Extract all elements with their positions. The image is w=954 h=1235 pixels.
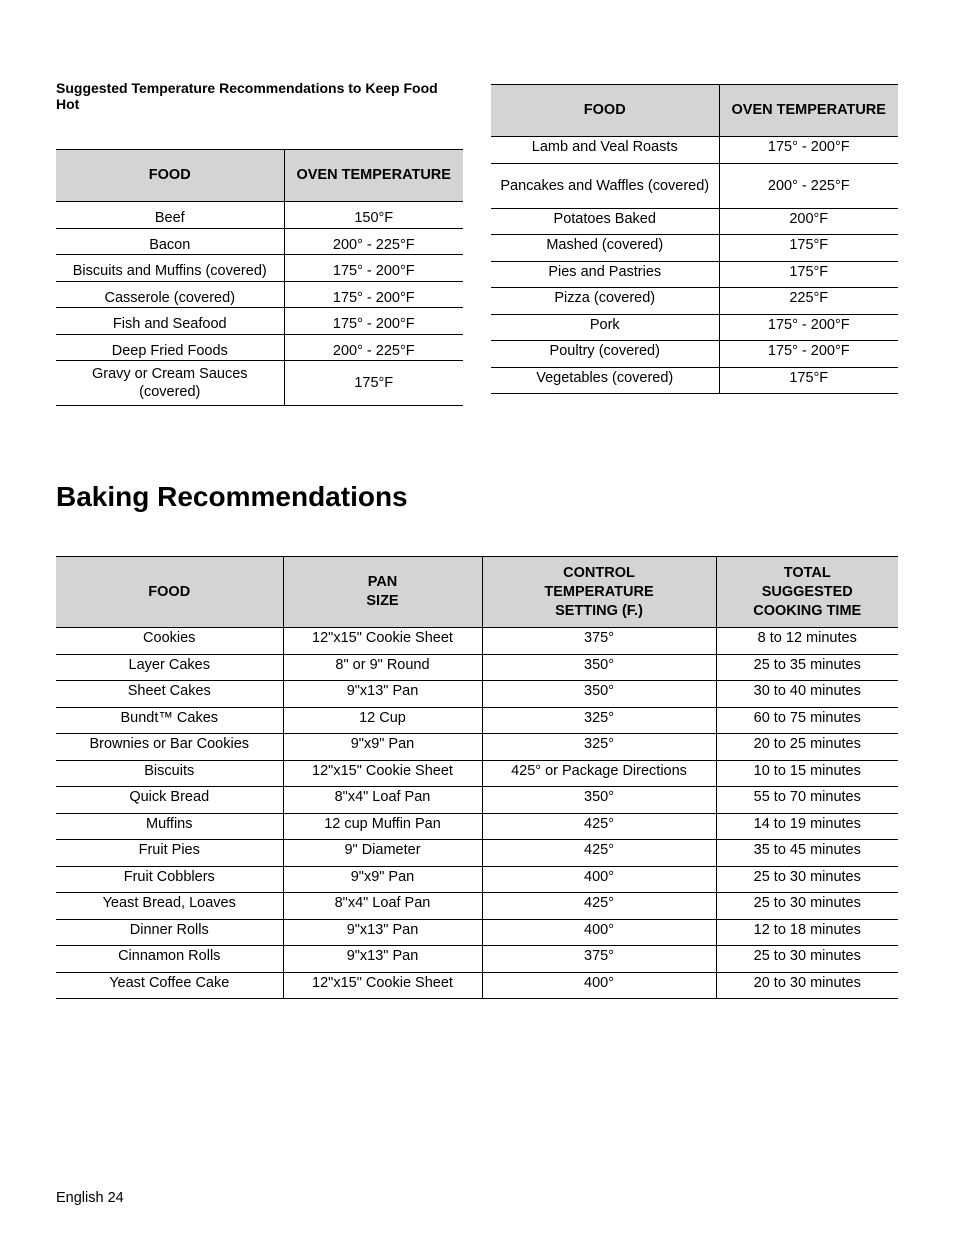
table-cell: Casserole (covered) [56, 281, 284, 308]
table-cell: Cinnamon Rolls [56, 946, 283, 973]
table-cell: Fruit Pies [56, 840, 283, 867]
table-cell: 350° [482, 654, 716, 681]
table-row [56, 255, 463, 282]
table-cell: Pancakes and Waffles (covered) [491, 163, 719, 208]
table-cell: 425° [482, 813, 716, 840]
table-header-row [56, 150, 463, 202]
table-cell: 12"x15" Cookie Sheet [283, 972, 482, 999]
table-row [56, 760, 898, 787]
table-cell: 60 to 75 minutes [716, 707, 898, 734]
table-cell: Quick Bread [56, 787, 283, 814]
table-cell: 12 cup Muffin Pan [283, 813, 482, 840]
table-cell: 150°F [284, 202, 463, 229]
table-row [491, 367, 898, 394]
table-cell: Sheet Cakes [56, 681, 283, 708]
column-header-food: FOOD [56, 150, 284, 202]
table-cell: Cookies [56, 628, 283, 655]
table-cell: 9" Diameter [283, 840, 482, 867]
table-cell: 400° [482, 919, 716, 946]
table-cell: 175°F [719, 235, 898, 262]
table-row [491, 288, 898, 315]
column-header-cooking-time: TOTAL SUGGESTED COOKING TIME [716, 557, 898, 628]
table-cell: 8"x4" Loaf Pan [283, 787, 482, 814]
table-row [56, 654, 898, 681]
table-row [56, 946, 898, 973]
table-cell: 30 to 40 minutes [716, 681, 898, 708]
table-cell: Potatoes Baked [491, 208, 719, 235]
table-row [56, 628, 898, 655]
table-cell: 20 to 30 minutes [716, 972, 898, 999]
table-cell: 25 to 30 minutes [716, 866, 898, 893]
table-cell: Pork [491, 314, 719, 341]
table-cell: 9"x9" Pan [283, 734, 482, 761]
table-cell: 12 to 18 minutes [716, 919, 898, 946]
table-cell: 175° - 200°F [719, 341, 898, 368]
table-cell: 350° [482, 681, 716, 708]
table-cell: Bundt™ Cakes [56, 707, 283, 734]
table-cell: 9"x9" Pan [283, 866, 482, 893]
column-header-oven-temperature: OVEN TEMPERATURE [284, 150, 463, 202]
table-row [56, 734, 898, 761]
table-cell: 175° - 200°F [284, 255, 463, 282]
table-cell: 175° - 200°F [719, 314, 898, 341]
table-row [56, 202, 463, 229]
table-row [56, 361, 463, 406]
table-cell: 12 Cup [283, 707, 482, 734]
table-header-row [491, 85, 898, 137]
table-cell: 175° - 200°F [284, 281, 463, 308]
table-row [491, 235, 898, 262]
table-cell: 200° - 225°F [284, 334, 463, 361]
column-header-control-temperature: CONTROL TEMPERATURE SETTING (F.) [482, 557, 716, 628]
table-row [56, 228, 463, 255]
table-cell: 14 to 19 minutes [716, 813, 898, 840]
table-cell: 25 to 30 minutes [716, 893, 898, 920]
table-cell: 200° - 225°F [284, 228, 463, 255]
table-cell: 200°F [719, 208, 898, 235]
table-cell: 10 to 15 minutes [716, 760, 898, 787]
table-cell: Poultry (covered) [491, 341, 719, 368]
table-cell: 225°F [719, 288, 898, 315]
table-row [56, 972, 898, 999]
table-row [491, 261, 898, 288]
baking-table [56, 556, 898, 999]
table-cell: 9"x13" Pan [283, 946, 482, 973]
keep-hot-table-right [491, 84, 898, 394]
table-cell: Yeast Bread, Loaves [56, 893, 283, 920]
table-cell: 25 to 30 minutes [716, 946, 898, 973]
table-cell: 20 to 25 minutes [716, 734, 898, 761]
table-row [56, 919, 898, 946]
table-cell: 8"x4" Loaf Pan [283, 893, 482, 920]
column-header-oven-temperature: OVEN TEMPERATURE [719, 85, 898, 137]
table-cell: 175°F [719, 261, 898, 288]
table-cell: Yeast Coffee Cake [56, 972, 283, 999]
table-cell: 400° [482, 972, 716, 999]
table-cell: Deep Fried Foods [56, 334, 284, 361]
baking-title: Baking Recommendations [56, 481, 408, 512]
table-cell: 175°F [284, 361, 463, 406]
table-row [491, 208, 898, 235]
table-cell: Biscuits and Muffins (covered) [56, 255, 284, 282]
table-cell: Fish and Seafood [56, 308, 284, 335]
table-cell: 425° or Package Directions [482, 760, 716, 787]
table-header-row [56, 557, 898, 628]
table-cell: Mashed (covered) [491, 235, 719, 262]
table-cell: 12"x15" Cookie Sheet [283, 760, 482, 787]
table-cell: Pies and Pastries [491, 261, 719, 288]
table-cell: Muffins [56, 813, 283, 840]
table-cell: 375° [482, 946, 716, 973]
table-cell: 175° - 200°F [719, 137, 898, 164]
table-row [56, 281, 463, 308]
table-row [491, 341, 898, 368]
table-cell: 425° [482, 840, 716, 867]
table-row [491, 137, 898, 164]
table-cell: 325° [482, 734, 716, 761]
table-cell: 12"x15" Cookie Sheet [283, 628, 482, 655]
table-row [56, 840, 898, 867]
column-header-food: FOOD [491, 85, 719, 137]
table-row [491, 314, 898, 341]
table-cell: 400° [482, 866, 716, 893]
table-cell: 25 to 35 minutes [716, 654, 898, 681]
table-cell: 9"x13" Pan [283, 919, 482, 946]
table-row [56, 893, 898, 920]
table-cell: 425° [482, 893, 716, 920]
table-cell: Biscuits [56, 760, 283, 787]
table-cell: Lamb and Veal Roasts [491, 137, 719, 164]
table-cell: Gravy or Cream Sauces (covered) [56, 361, 284, 406]
table-row [56, 707, 898, 734]
table-cell: Beef [56, 202, 284, 229]
table-cell: 375° [482, 628, 716, 655]
page-number: English 24 [56, 1190, 124, 1206]
table-cell: 350° [482, 787, 716, 814]
table-cell: 9"x13" Pan [283, 681, 482, 708]
table-row [56, 334, 463, 361]
table-cell: Bacon [56, 228, 284, 255]
table-cell: Layer Cakes [56, 654, 283, 681]
table-cell: Brownies or Bar Cookies [56, 734, 283, 761]
table-cell: 8 to 12 minutes [716, 628, 898, 655]
table-cell: Pizza (covered) [491, 288, 719, 315]
table-cell: 200° - 225°F [719, 163, 898, 208]
table-cell: 8" or 9" Round [283, 654, 482, 681]
table-cell: 325° [482, 707, 716, 734]
table-cell: 175°F [719, 367, 898, 394]
table-row [56, 308, 463, 335]
table-row [56, 681, 898, 708]
table-row [56, 866, 898, 893]
keep-hot-table-left [56, 149, 463, 406]
table-row [56, 813, 898, 840]
table-row [491, 163, 898, 208]
keep-hot-title: Suggested Temperature Recommendations to Keep Food Hot [56, 80, 438, 112]
column-header-food: FOOD [56, 557, 283, 628]
table-cell: 35 to 45 minutes [716, 840, 898, 867]
table-row [56, 787, 898, 814]
column-header-pan-size: PAN SIZE [283, 557, 482, 628]
table-cell: Dinner Rolls [56, 919, 283, 946]
table-cell: Vegetables (covered) [491, 367, 719, 394]
table-cell: 175° - 200°F [284, 308, 463, 335]
table-cell: 55 to 70 minutes [716, 787, 898, 814]
table-cell: Fruit Cobblers [56, 866, 283, 893]
